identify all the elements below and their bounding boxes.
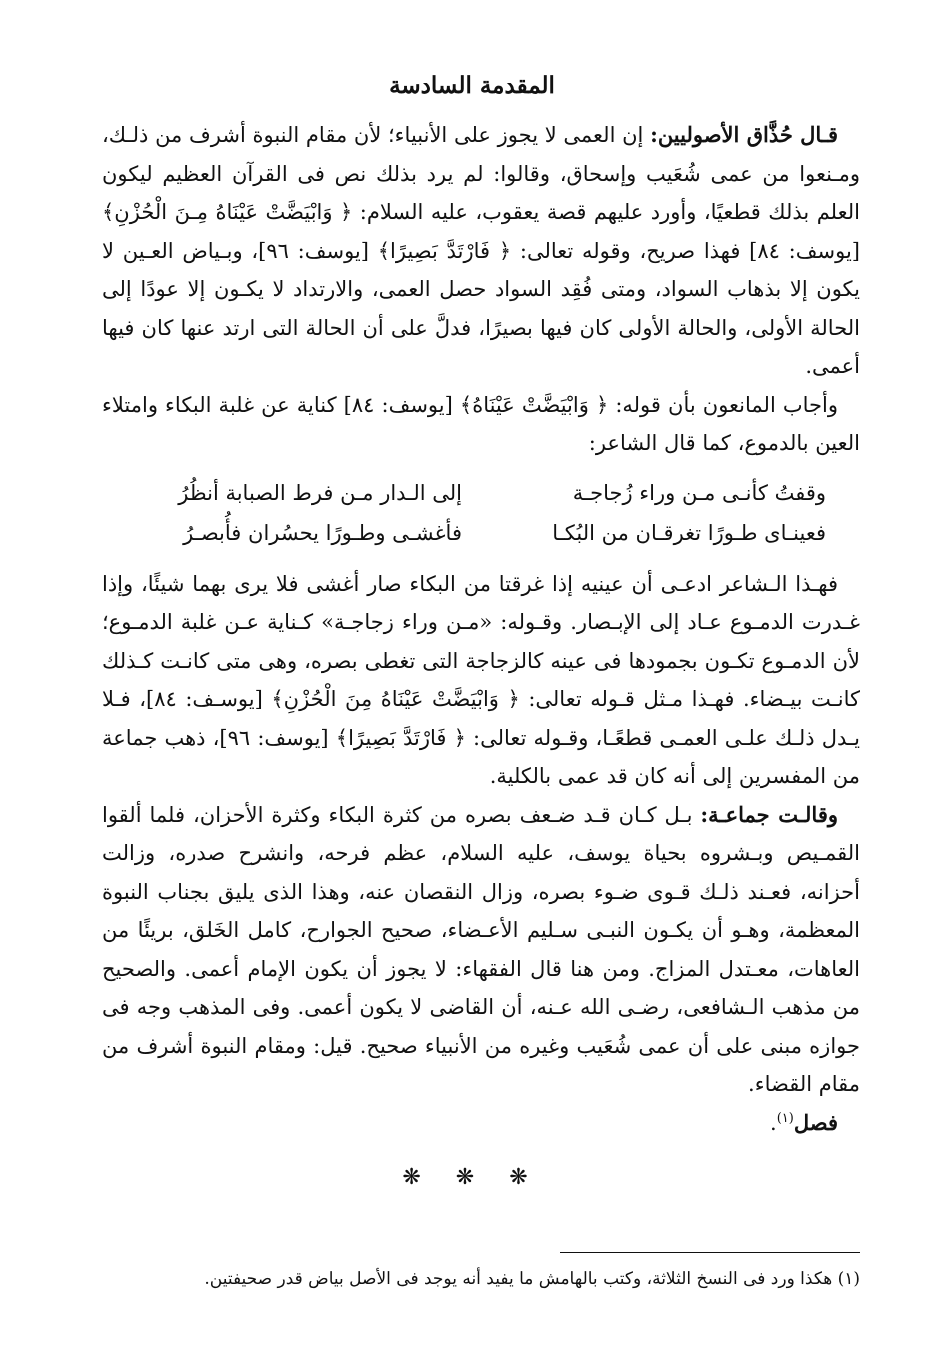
poem-verse-1: [132, 473, 826, 513]
section-separator: ❋ ❋ ❋: [402, 1165, 542, 1190]
footnote-reference: (١): [776, 1110, 794, 1126]
closing-line: [102, 1104, 860, 1143]
paragraph-2-text: وأجاب المانعون بأن قوله: ﴿ وَابْيَضَّتْ عَيْنَاهُ﴾ [يوسف: ٨٤] كناية عن غلبة البكاء وامتلاء العين بالدموع، كما قال الشاعر:: [102, 392, 860, 455]
paragraph-3-text: فهـذا الـشاعر ادعـى أن عينيه إذا غرقتا من البكاء صار أغشى فلا يرى بهما شيئًا، وإذا غـدرت الدمـوع عـاد إلى الإبـصار. وقـوله: «مـن وراء زجاجـة» كـناية عـن غلبة الدمـوع؛ لأن الدمـوع تكـون بجمودها فى عينه كالزجاجة التى تغطى بصره، وهى متى كانـت كـذلك كانـت بيـضاء. فهـذا مـثل قـوله تعالى: ﴿ وَابْيَضَّتْ عَيْنَاهُ مِنَ الْحُزْنِ﴾ [يوسـف: ٨٤]، فـلا يـدل ذلـك علـى العمـى قطعًـا، وقـوله تعالى: ﴿ فَارْتَدَّ بَصِيرًا﴾ [يوسف: ٩٦]، ذهب جماعة من المفسرين إلى أنه كان قد عمى بالكلية.: [102, 571, 861, 788]
paragraph-1-text: إن العمى لا يجوز على الأنبياء؛ لأن مقام النبوة أشرف من ذلـك، ومـنعوا من عمى شُعَيب وإسحاق، وقالوا: لم يرد بذلك نص فى القرآن العظيم ليكون العلم بذلك قطعيًا، وأورد عليهم قصة يعقوب، عليه السلام: ﴿ وَابْيَضَّتْ عَيْنَاهُ مِـنَ الْحُزْنِ﴾ [يوسف: ٨٤] فهذا صريح، وقوله تعالى: ﴿ فَارْتَدَّ بَصِيرًا﴾ [يوسف: ٩٦]، وبـياض العـين لا يكون إلا بذهاب السواد، ومتى فُقِد السواد حصل العمى، والارتداد لا يكـون إلا عودًا إلى الحالة الأولى، والحالة الأولى كان فيها بصيرًا، فدلَّ على أن الحالة التى ارتد عنها كان فيها أعمى.: [102, 123, 860, 378]
poem-verse-2-second-hemistich: فأغشـى وطـورًا يحسُران فأُبصـرُ: [183, 520, 462, 545]
paragraph-4-text: بـل كـان قـد ضـعف بصره من كثرة البكاء وكثرة الأحزان، فلما ألقوا القمـيص وبـشروه بحياة يوسف، عليه السلام، عظم فرحه، وانشرح صدره، وزالت أحزانه، فعـند ذلـك قـوى ضـوء بصره، وزال النقصان عنه، وهذا الذى يليق بجناب النبوة المعظمة، وهـو أن يكـون النبـى سـليم الأعـضاء، صحيح الجوارح، كامل الخَلق، بريئًا من العاهات، معـتدل المزاج. ومن هنا قال الفقهاء: لا يجوز أن يكون الإمام أعمى. والصحيح من مذهب الـشافعى، رضـى الله عـنه، أن القاضى لا يكون أعمى. وفى المذهب وجه فى جوازه مبنى على أن عمى شُعَيب وغيره من الأنبياء صحيح. قيل: ومقام النبوة أشرف من مقام القضاء.: [102, 802, 860, 1096]
main-text: [102, 116, 860, 1142]
page-title: المقدمة السادسة: [389, 72, 555, 99]
footnote: (١) هكذا ورد فى النسخ الثلاثة، وكتب بالهامش ما يفيد أنه يوجد فى الأصل بياض قدر صحيفتين.: [204, 1269, 860, 1289]
poem-verse-1-second-hemistich: إلى الـدار مـن فرط الصبابة أنظُرُ: [178, 480, 462, 505]
closing-word: فصل: [793, 1109, 838, 1135]
poem-verse-1-first-hemistich: وقفتُ كأنـى مـن وراء زُجاجـة: [572, 480, 826, 505]
paragraph-1: [102, 116, 860, 386]
poem: [102, 473, 860, 553]
paragraph-4: [102, 796, 860, 1104]
poem-verse-2: [132, 513, 826, 553]
paragraph-2: [102, 386, 860, 463]
closing-period: .: [770, 1110, 777, 1135]
poem-verse-2-first-hemistich: فعينـاى طـورًا تغرقـان من البُكـا: [552, 520, 826, 545]
paragraph-1-lead: قـال حُذَّاق الأصوليين:: [650, 122, 839, 147]
paragraph-4-lead: وقالـت جماعـة:: [700, 801, 838, 827]
paragraph-3: [102, 565, 860, 796]
footnote-divider: [560, 1252, 860, 1253]
